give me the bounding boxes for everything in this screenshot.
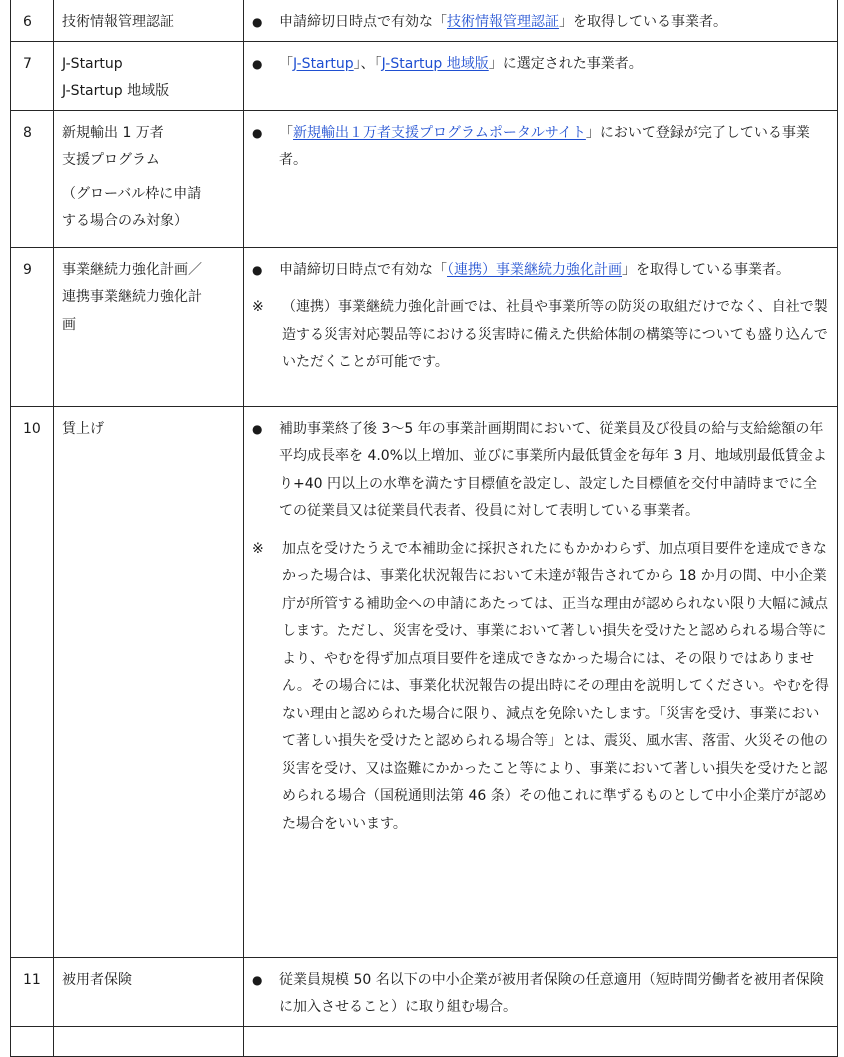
bullet-icon: ● <box>252 262 263 277</box>
bullet-icon: ● <box>252 421 263 436</box>
row-number: 8 <box>23 124 32 141</box>
description <box>244 958 837 1026</box>
text-segment: 」、「 <box>353 55 382 72</box>
reference-mark-icon: ※ <box>252 540 264 557</box>
item-name-line: J-Startup 地域版 <box>62 83 170 99</box>
item-name-cell <box>54 406 244 957</box>
item-name <box>54 407 243 448</box>
text-segment: 」を取得している事業者。 <box>559 14 727 30</box>
item-name-line: 新規輸出 1 万者 <box>62 124 164 141</box>
note-text: （連携）事業継続力強化計画では、社員や事業所等の防災の取組だけでなく、自社で製造する災害対応製品等における災害時に備えた供給体制の構築等についても盛り込んでいただくことが可能です。 <box>282 299 828 370</box>
description <box>244 407 837 843</box>
description-cell <box>244 0 838 41</box>
text-segment: 「 <box>279 55 293 72</box>
row-number-cell <box>11 247 54 406</box>
description-cell <box>244 247 838 406</box>
description <box>244 42 837 83</box>
item-name-cell <box>54 110 244 247</box>
text-segment: 申請締切日時点で有効な「 <box>279 14 447 30</box>
bullet-item <box>252 51 829 79</box>
bullet-item <box>252 416 829 526</box>
table-row <box>11 957 838 1026</box>
row-number: 9 <box>23 261 32 278</box>
item-name-line: （グローバル枠に申請 <box>62 185 202 202</box>
description-cell <box>244 41 838 110</box>
item-name-line: 画 <box>62 316 76 333</box>
text-segment: 」に選定された事業者。 <box>488 55 643 72</box>
text-segment: 「 <box>279 124 293 141</box>
description-cell <box>244 957 838 1026</box>
item-name <box>54 42 243 110</box>
table-row <box>11 110 838 247</box>
link-j-startup-regional[interactable]: J-Startup 地域版 <box>381 55 489 72</box>
item-name-line: する場合のみ対象） <box>62 213 188 229</box>
bullet-text: 補助事業終了後 3～5 年の事業計画期間において、従業員及び役員の給与支給総額の年平均成長率を 4.0%以上増加、並びに事業所内最低賃金を毎年 3 月、地域別最低賃金より+40 円以上の水準を満たす目標値を設定し、設定した目標値を交付申請時までに全ての従業員又は従業員代表者、役員に対して表明している事業者。 <box>279 420 827 519</box>
item-name-line: 賃上げ <box>62 420 104 437</box>
description <box>244 248 837 381</box>
description-cell <box>244 110 838 247</box>
row-number: 10 <box>23 420 41 437</box>
bullet-item <box>252 967 829 1022</box>
note-item <box>252 294 829 377</box>
note-text: 加点を受けたうえで本補助金に採択されたにもかかわらず、加点項目要件を達成できなかった場合は、事業化状況報告において未達が報告されてから 18 か月の間、中小企業庁が所管する補助金への申請にあたっては、正当な理由が認められない限り大幅に減点します。ただし、災害を受け、事業において著しい損失を受けたと認められる場合等により、やむを得ず加点項目要件を達成できなかった場合には、その限りではありません。その場合には、事業化状況報告の提出時にその理由を説明してください。やむを得ない理由と認められた場合に限り、減点を免除いたします。「災害を受け、事業において著しい損失を受けたと認められる場合等」とは、震災、風水害、落雷、火災その他の災害を受け、又は盗難にかかったこと等により、事業において著しい損失を受けたと認められる場合（国税通則法第 46 条）その他これに準ずるものとして中小企業庁が認めた場合をいいます。 <box>282 540 829 832</box>
item-name-line: 被用者保険 <box>62 971 132 988</box>
link-j-startup[interactable]: J-Startup <box>293 55 354 72</box>
item-name <box>54 248 243 344</box>
item-name-cell <box>54 1026 244 1056</box>
row-number-cell <box>11 0 54 41</box>
item-name-line: 事業継続力強化計画／ <box>62 261 202 278</box>
item-name <box>54 958 243 999</box>
row-number-cell <box>11 957 54 1026</box>
item-name-cell <box>54 247 244 406</box>
link-export-support-portal[interactable]: 新規輸出１万者支援プログラムポータルサイト <box>293 124 586 141</box>
item-name-cell <box>54 0 244 41</box>
item-name-cell <box>54 957 244 1026</box>
bullet-icon: ● <box>252 15 263 29</box>
bullet-text: 従業員規模 50 名以下の中小企業が被用者保険の任意適用（短時間労働者を被用者保険に加入させること）に取り組む場合。 <box>279 971 824 1015</box>
criteria-table <box>10 0 838 1057</box>
description <box>244 0 837 41</box>
link-business-continuity-plan[interactable]: （連携）事業継続力強化計画 <box>447 261 622 278</box>
description-cell <box>244 406 838 957</box>
item-name-cell <box>54 41 244 110</box>
table-row <box>11 41 838 110</box>
item-name-line: 支援プログラム <box>62 152 160 168</box>
table-row <box>11 247 838 406</box>
bullet-icon: ● <box>252 972 263 987</box>
description-cell <box>244 1026 838 1056</box>
table-row <box>11 1026 838 1056</box>
row-number: 11 <box>23 971 41 988</box>
text-segment: 」を取得している事業者。 <box>622 261 790 278</box>
row-number-cell <box>11 1026 54 1056</box>
bullet-text <box>279 51 829 79</box>
link-technical-info-certification[interactable]: 技術情報管理認証 <box>447 14 559 30</box>
text-segment: 申請締切日時点で有効な「 <box>279 261 447 278</box>
row-number: 7 <box>23 55 32 72</box>
description <box>244 111 837 179</box>
bullet-item <box>252 9 829 37</box>
row-number-cell <box>11 41 54 110</box>
item-name-line: 連携事業継続力強化計 <box>62 289 202 305</box>
table-row <box>11 406 838 957</box>
bullet-icon: ● <box>252 125 263 140</box>
bullet-item <box>252 257 829 285</box>
reference-mark-icon: ※ <box>252 299 264 315</box>
bullet-text <box>279 120 829 175</box>
row-number: 6 <box>23 14 32 30</box>
item-name <box>54 111 243 240</box>
text-segment: 」において登録が完了している事業者。 <box>279 124 810 168</box>
bullet-text <box>279 257 829 285</box>
table-row <box>11 0 838 41</box>
bullet-text <box>279 9 829 37</box>
bullet-icon: ● <box>252 56 263 71</box>
item-name <box>54 0 243 41</box>
row-number-cell <box>11 110 54 247</box>
item-name-line: J-Startup <box>62 55 123 72</box>
item-name-line: 技術情報管理認証 <box>62 14 174 30</box>
row-number-cell <box>11 406 54 957</box>
note-item <box>252 536 829 839</box>
bullet-item <box>252 120 829 175</box>
